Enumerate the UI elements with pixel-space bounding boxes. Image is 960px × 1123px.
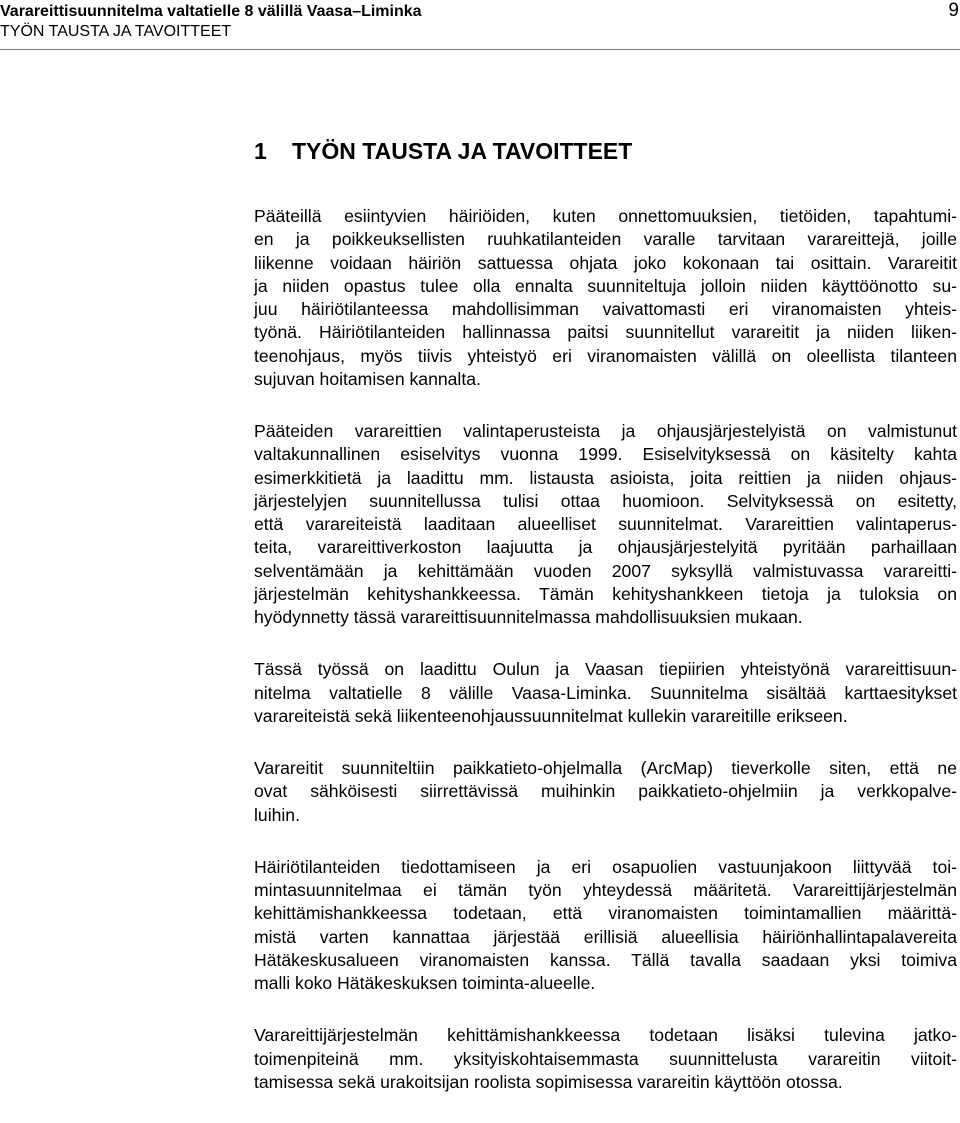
text-line: esimerkkitietä ja laadittu mm. listausta asioista, joita reittien ja niiden ohjaus- [254,467,957,488]
text-line: teita, varareittiverkoston laajuutta ja ohjausjärjestelyitä pyritään parhaillaan [254,537,957,558]
page-number: 9 [948,0,959,21]
text-line: järjestelmän kehityshankkeessa. Tämän kehityshankkeen tietoja ja tuloksia on [254,583,957,604]
section-number: 1 [254,138,267,164]
paragraph [254,856,957,996]
running-header-subtitle: TYÖN TAUSTA JA TAVOITTEET [0,23,232,40]
text-line: valtakunnallinen esiselvitys vuonna 1999. Esiselvityksessä on käsitelty kahta [254,444,957,465]
text-line: Pääteillä esiintyvien häiriöiden, kuten onnettomuuksien, tietöiden, tapahtumi- [254,206,957,226]
text-line: liikenne voidaan häiriön sattuessa ohjata joko kokonaan tai osittain. Varareitit [254,252,957,273]
text-line: hyödynnetty tässä varareittisuunnitelmassa mahdollisuuksien mukaan. [254,607,803,627]
text-line: luihin. [254,804,300,825]
text-line: kehittämishankkeessa todetaan, että viranomaisten toimintamallien määrittä- [254,903,957,924]
text-line: malli koko Hätäkeskuksen toiminta-alueelle. [254,973,596,993]
body-text [254,205,957,1123]
text-line: Varareittijärjestelmän kehittämishankkeessa todetaan lisäksi tulevina jatko- [254,1025,957,1046]
running-header-title: Varareittisuunnitelma valtatielle 8 välillä Vaasa–Liminka [0,3,422,20]
text-line: mintasuunnitelmaa ei tämän työn yhteydessä määritetä. Varareittijärjestelmän [254,880,957,900]
text-line: varareiteistä sekä liikenteenohjaussuunnitelmat kullekin varareitille erikseen. [254,705,848,726]
paragraph [254,757,957,827]
text-line: järjestelyjen suunnitellussa tulisi ottaa huomioon. Selvityksessä on esitetty, [254,490,957,511]
text-line: tamisessa sekä urakoitsijan roolista sopimisessa varareitin käyttöön otossa. [254,1071,843,1092]
text-line: mistä varten kannattaa järjestää erillisiä alueellisia häiriönhallintapalavereita [254,926,957,947]
text-line: juu häiriötilanteessa mahdollisimman vaivattomasti eri viranomaisten yhteis- [254,299,957,319]
text-line: Pääteiden varareittien valintaperusteista ja ohjausjärjestelyistä on valmistunut [254,421,957,441]
text-line: en ja poikkeuksellisten ruuhkatilanteiden varalle tarvitaan varareittejä, joille [254,229,957,250]
text-line: ja niiden opastus tulee olla ennalta suunniteltuja jolloin niiden käyttöönotto su- [254,275,957,296]
paragraph [254,205,957,391]
page-header [0,0,960,50]
header-divider [0,49,960,50]
text-line: Tässä työssä on laadittu Oulun ja Vaasan tiepiirien yhteistyönä varareittisuun- [254,659,957,680]
text-line: Häiriötilanteiden tiedottamiseen ja eri osapuolien vastuunjakoon liittyvää toi- [254,856,957,877]
text-line: työnä. Häiriötilanteiden hallinnassa paitsi suunnitellut varareitit ja niiden liiken- [254,322,957,343]
paragraph [254,658,957,728]
section-title: TYÖN TAUSTA JA TAVOITTEET [292,138,633,164]
text-line: teenohjaus, myös tiivis yhteistyö eri viranomaisten välillä on oleellista tilanteen [254,345,957,366]
section-heading [254,137,632,165]
text-line: Varareitit suunniteltiin paikkatieto-ohjelmalla (ArcMap) tieverkolle siten, että ne [254,758,957,778]
paragraph [254,420,957,629]
paragraph [254,1024,957,1094]
text-line: Hätäkeskusalueen viranomaisten kanssa. Tällä tavalla saadaan yksi toimiva [254,949,957,970]
text-line: toimenpiteinä mm. yksityiskohtaisemmasta suunnittelusta varareitin viitoit- [254,1048,957,1069]
text-line: selventämään ja kehittämään vuoden 2007 syksyllä valmistuvassa varareitti- [254,560,957,581]
text-line: sujuvan hoitamisen kannalta. [254,368,481,389]
text-line: että varareiteistä laaditaan alueelliset suunnitelmat. Varareittien valintaperus- [254,514,957,534]
text-line: nitelma valtatielle 8 välille Vaasa-Liminka. Suunnitelma sisältää karttaesitykset [254,682,957,703]
text-line: ovat sähköisesti siirrettävissä muihinkin paikkatieto-ohjelmiin ja verkkopalve- [254,781,957,802]
